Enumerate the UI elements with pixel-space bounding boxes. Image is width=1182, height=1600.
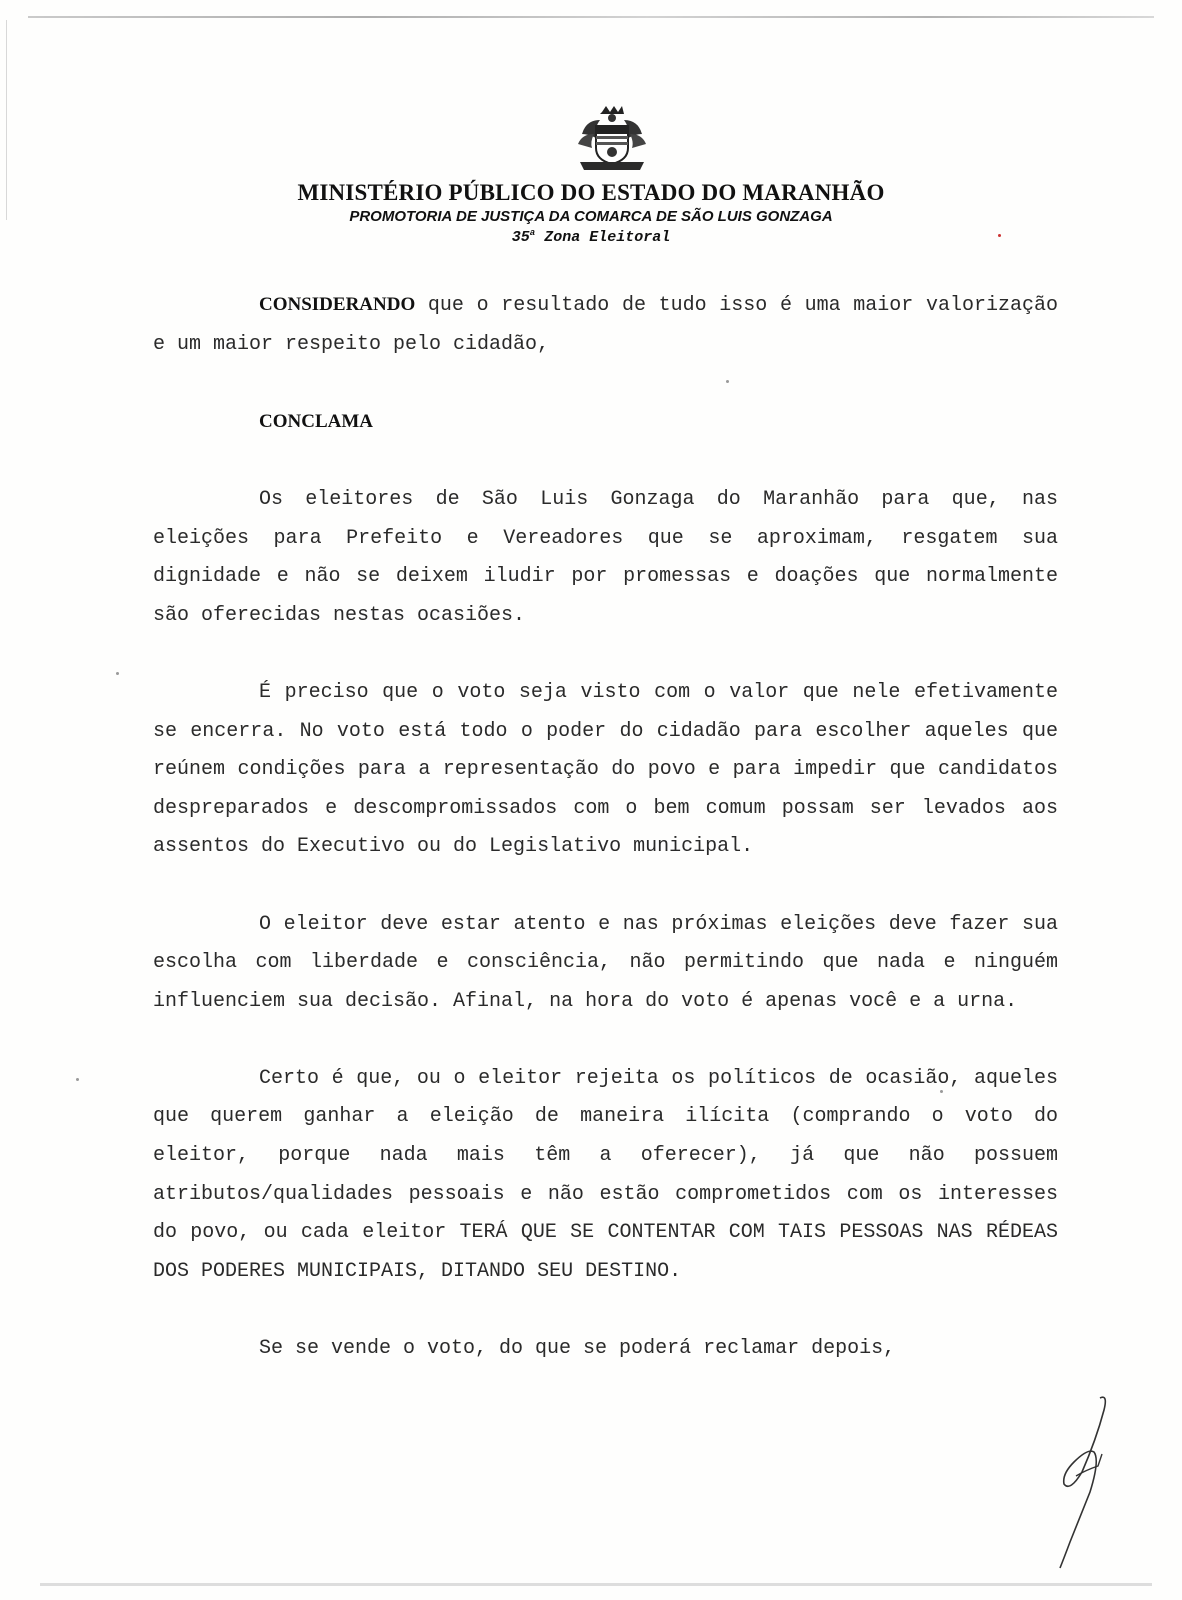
paragraph-conclama <box>153 403 1058 443</box>
paragraph-se-vende: Se se vende o voto, do que se poderá reclamar depois, <box>259 1337 896 1361</box>
paragraph-considerando <box>153 286 1058 364</box>
paragraph-certo: Certo é que, ou o eleitor rejeita os políticos de ocasião, aqueles que querem ganhar a eleição de maneira ilícita (comprando o voto do eleitor, porque nada mais têm a oferecer), já que não possuem atributos/qualidades pessoais e não estão comprometidos com os interesses do povo, ou cada eleitor TERÁ QUE SE CONTENTAR COM TAIS PESSOAS NAS RÉDEAS DOS PODERES MUNICIPAIS, DITANDO SEU DESTINO. <box>153 1066 1058 1283</box>
paragraph-text: que o resultado de tudo isso é uma maior valorização e um maior respeito pelo cidadão, <box>153 294 1058 356</box>
paragraph-voto: É preciso que o voto seja visto com o valor que nele efetivamente se encerra. No voto está todo o poder do cidadão para escolher aqueles que reúnem condições para a representação do povo e para impedir que candidatos despreparados e descompromissados com o bem comum possam ser levados aos assentos do Executivo ou do Legislativo municipal. <box>153 680 1058 859</box>
electoral-zone <box>0 228 1182 246</box>
document-body <box>153 286 1058 1407</box>
zone-number: 35 <box>511 229 530 246</box>
coat-of-arms-icon <box>572 104 652 174</box>
zone-label: Zona Eleitoral <box>544 229 671 246</box>
zone-ordinal: a <box>529 228 536 238</box>
scan-speck <box>116 672 119 675</box>
scan-speck <box>76 1078 79 1081</box>
handwritten-signature <box>1030 1392 1120 1572</box>
scan-speck <box>726 380 729 383</box>
office-subtitle: PROMOTORIA DE JUSTIÇA DA COMARCA DE SÃO LUIS GONZAGA <box>349 208 833 225</box>
paragraph-eleitor-atento: O eleitor deve estar atento e nas próximas eleições deve fazer sua escolha com liberdade e consciência, não permitindo que nada e ninguém influenciem sua decisão. Afinal, na hora do voto é apenas você e a urna. <box>153 912 1058 1013</box>
bottom-edge-line <box>40 1583 1152 1586</box>
scan-speck <box>998 234 1001 237</box>
paragraph-eleitores: Os eleitores de São Luis Gonzaga do Maranhão para que, nas eleições para Prefeito e Vereadores que se aproximam, resgatem sua dignidade e não se deixem iludir por promessas e doações que normalmente são oferecidas nestas ocasiões. <box>153 487 1058 627</box>
keyword-conclama: CONCLAMA <box>259 410 373 432</box>
keyword-considerando: CONSIDERANDO <box>259 294 416 315</box>
top-edge-line <box>28 16 1154 18</box>
scan-speck <box>940 1090 943 1093</box>
institution-title: MINISTÉRIO PÚBLICO DO ESTADO DO MARANHÃO <box>297 180 885 205</box>
